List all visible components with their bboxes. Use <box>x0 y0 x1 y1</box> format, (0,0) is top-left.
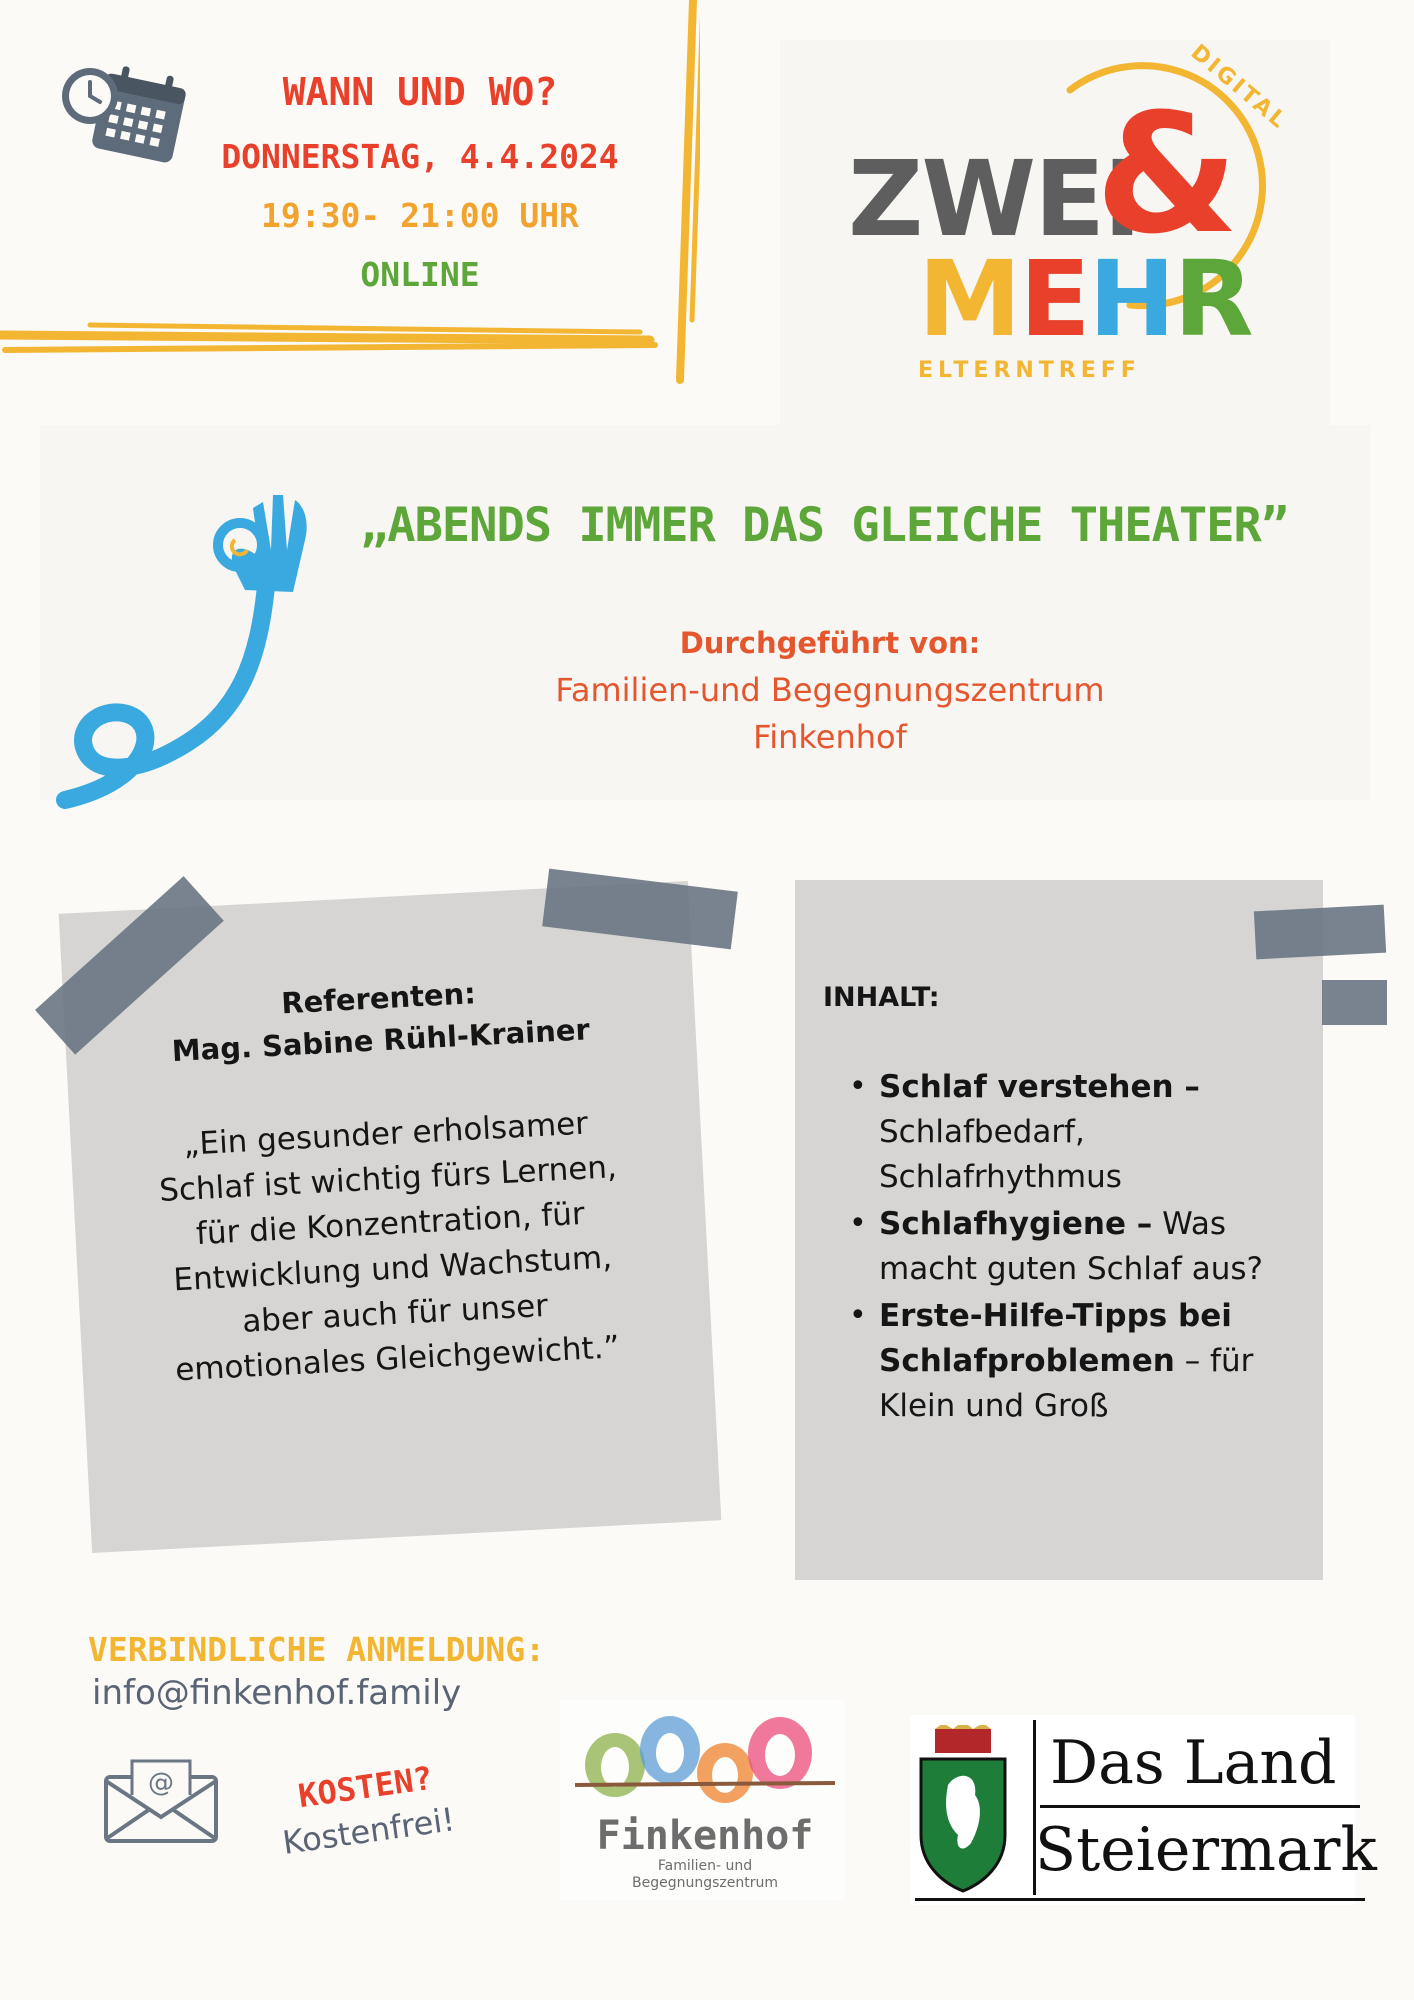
land-logo-line2: Steiermark <box>1035 1815 1377 1885</box>
finkenhof-subtitle-line1: Familien- und <box>657 1858 753 1874</box>
registration-email[interactable]: info@finkenhof.family <box>92 1673 462 1713</box>
list-item: • Schlafhygiene – Was macht guten Schlaf aus? <box>835 1202 1305 1292</box>
finkenhof-name: Finkenhof <box>596 1813 814 1859</box>
speaker-label: Referenten: <box>280 976 477 1021</box>
tape-strip <box>1322 980 1387 1025</box>
registration-label: VERBINDLICHE ANMELDUNG: <box>88 1630 545 1669</box>
speaker-name: Mag. Sabine Rühl-Krainer <box>170 1012 591 1069</box>
tape-strip <box>1254 905 1386 960</box>
calendar-clock-icon <box>58 62 190 167</box>
content-card <box>795 880 1323 1580</box>
list-item: • Schlaf verstehen – Schlafbedarf, Schlafrhythmus <box>835 1065 1305 1200</box>
ok-hand-icon <box>55 480 335 810</box>
torn-edge <box>795 1535 1323 1605</box>
svg-text:@: @ <box>148 1768 174 1798</box>
quote-line: emotionales Gleichgewicht.” <box>174 1328 621 1389</box>
cost-answer: Kostenfrei! <box>280 1800 458 1862</box>
presented-by-label: Durchgeführt von: <box>679 626 981 660</box>
land-logo-divider-horizontal <box>915 1898 1365 1901</box>
speaker-card <box>59 881 722 1553</box>
organizer-line1: Familien-und Begegnungszentrum <box>555 671 1105 709</box>
logo-word-zwei: ZWEI <box>848 138 1140 260</box>
finkenhof-birds-logo <box>575 1705 845 1820</box>
logo-subtitle: ELTERNTREFF <box>918 358 1141 383</box>
steiermark-coat-of-arms <box>913 1725 1013 1893</box>
speaker-quote <box>90 1097 693 1397</box>
organizer-line2: Finkenhof <box>753 718 907 756</box>
event-date: DONNERSTAG, 4.4.2024 <box>221 137 619 176</box>
quote-line: Schlaf ist wichtig fürs Lernen, <box>158 1149 618 1209</box>
land-logo-divider-middle <box>1040 1805 1360 1808</box>
logo-ampersand: & <box>1095 78 1237 270</box>
event-box-lines <box>0 0 700 390</box>
quote-line: aber auch für unser <box>241 1287 549 1340</box>
mail-icon <box>102 1755 220 1845</box>
event-title: „ABENDS IMMER DAS GLEICHE THEATER” <box>360 498 1289 553</box>
content-list <box>835 1065 1305 1431</box>
list-item: • Erste-Hilfe-Tipps bei Schlafproblemen – für Klein und Groß <box>835 1294 1305 1429</box>
finkenhof-subtitle-line2: Begegnungszentrum <box>632 1875 778 1891</box>
quote-line: Entwicklung und Wachstum, <box>172 1239 613 1299</box>
land-logo-line1: Das Land <box>1050 1728 1337 1798</box>
content-label: INHALT: <box>823 982 940 1013</box>
event-location: ONLINE <box>360 255 480 294</box>
quote-line: „Ein gesunder erholsamer <box>182 1105 589 1163</box>
event-time: 19:30- 21:00 UHR <box>261 196 579 235</box>
cost-question: KOSTEN? <box>296 1758 435 1816</box>
event-heading: WANN UND WO? <box>282 70 558 114</box>
logo-word-mehr: MEHR <box>918 238 1252 360</box>
logo-badge: DIGITAL <box>1185 39 1293 136</box>
quote-line: für die Konzentration, für <box>195 1195 586 1253</box>
